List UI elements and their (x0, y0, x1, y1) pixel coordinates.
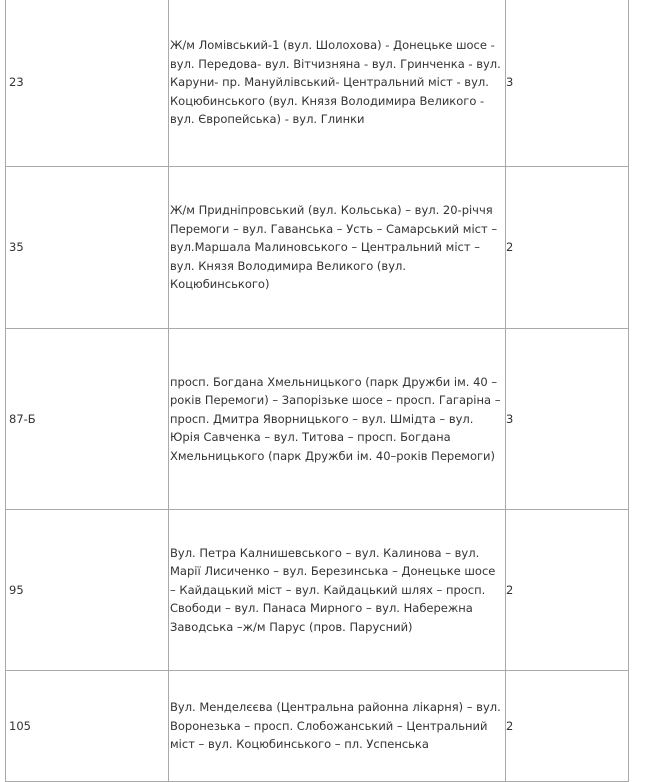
route-number-cell (6, 671, 169, 782)
route-path: Вул. Петра Калнишевського – вул. Калинова – вул. Марії Лисиченко – вул. Березинська – Донецьке шосе – Кайдацький міст – вул. Кайдацький шлях – просп. Свободи – вул. Панаса Мирного – вул. Набережна Заводська –ж/м Парус (пров. Парусний) (170, 545, 496, 634)
route-path: Ж/м Ломівський-1 (вул. Шолохова) - Донецьке шосе - вул. Передова- вул. Вітчизняна - вул. Гринченка - вул. Каруни- пр. Мануйлівський- Центральний міст - вул. Коцюбинського (вул. Князя Володимира Великого - вул. Європейська) - вул. Глинки (170, 38, 501, 127)
route-number-cell (6, 329, 169, 510)
route-number: 87-Б (9, 411, 36, 426)
vehicle-count: 3 (506, 411, 514, 426)
route-number-cell (6, 0, 169, 167)
vehicle-count: 2 (506, 582, 514, 597)
table-row (6, 167, 629, 329)
route-number: 35 (9, 240, 24, 255)
route-path: Вул. Менделєєва (Центральна районна лікарня) – вул. Воронезька – просп. Слобожанський – Центральний міст – вул. Коцюбинського – пл. Успенська (170, 700, 501, 752)
route-number-cell (6, 167, 169, 329)
vehicle-count: 2 (506, 240, 514, 255)
vehicle-count-cell (506, 0, 629, 167)
route-path-cell (169, 167, 506, 329)
route-path: Ж/м Придніпровський (вул. Кольська) – вул. 20-річчя Перемоги – вул. Гаванська – Усть – Самарський міст – вул.Маршала Малиновського – Центральний міст – вул. Князя Володимира Великого (вул. Коцюбинського) (170, 203, 498, 292)
vehicle-count: 2 (506, 718, 514, 733)
route-number: 105 (9, 718, 31, 733)
table-row (6, 671, 629, 782)
vehicle-count-cell (506, 167, 629, 329)
vehicle-count-cell (506, 671, 629, 782)
route-path-cell (169, 0, 506, 167)
routes-table (5, 0, 629, 782)
vehicle-count-cell (506, 329, 629, 510)
vehicle-count-cell (506, 510, 629, 671)
route-path: просп. Богдана Хмельницького (парк Дружби ім. 40 – років Перемоги) – Запорізьке шосе – просп. Гагаріна – просп. Дмитра Яворницького – вул. Шмідта – вул. Юрія Савченка – вул. Титова – просп. Богдана Хмельницького (парк Дружби ім. 40–років Перемоги) (170, 374, 501, 463)
table-row (6, 329, 629, 510)
route-path-cell (169, 329, 506, 510)
route-number: 23 (9, 75, 24, 90)
route-number: 95 (9, 582, 24, 597)
table-row (6, 0, 629, 167)
vehicle-count: 3 (506, 75, 514, 90)
route-number-cell (6, 510, 169, 671)
route-path-cell (169, 671, 506, 782)
route-path-cell (169, 510, 506, 671)
table-row (6, 510, 629, 671)
